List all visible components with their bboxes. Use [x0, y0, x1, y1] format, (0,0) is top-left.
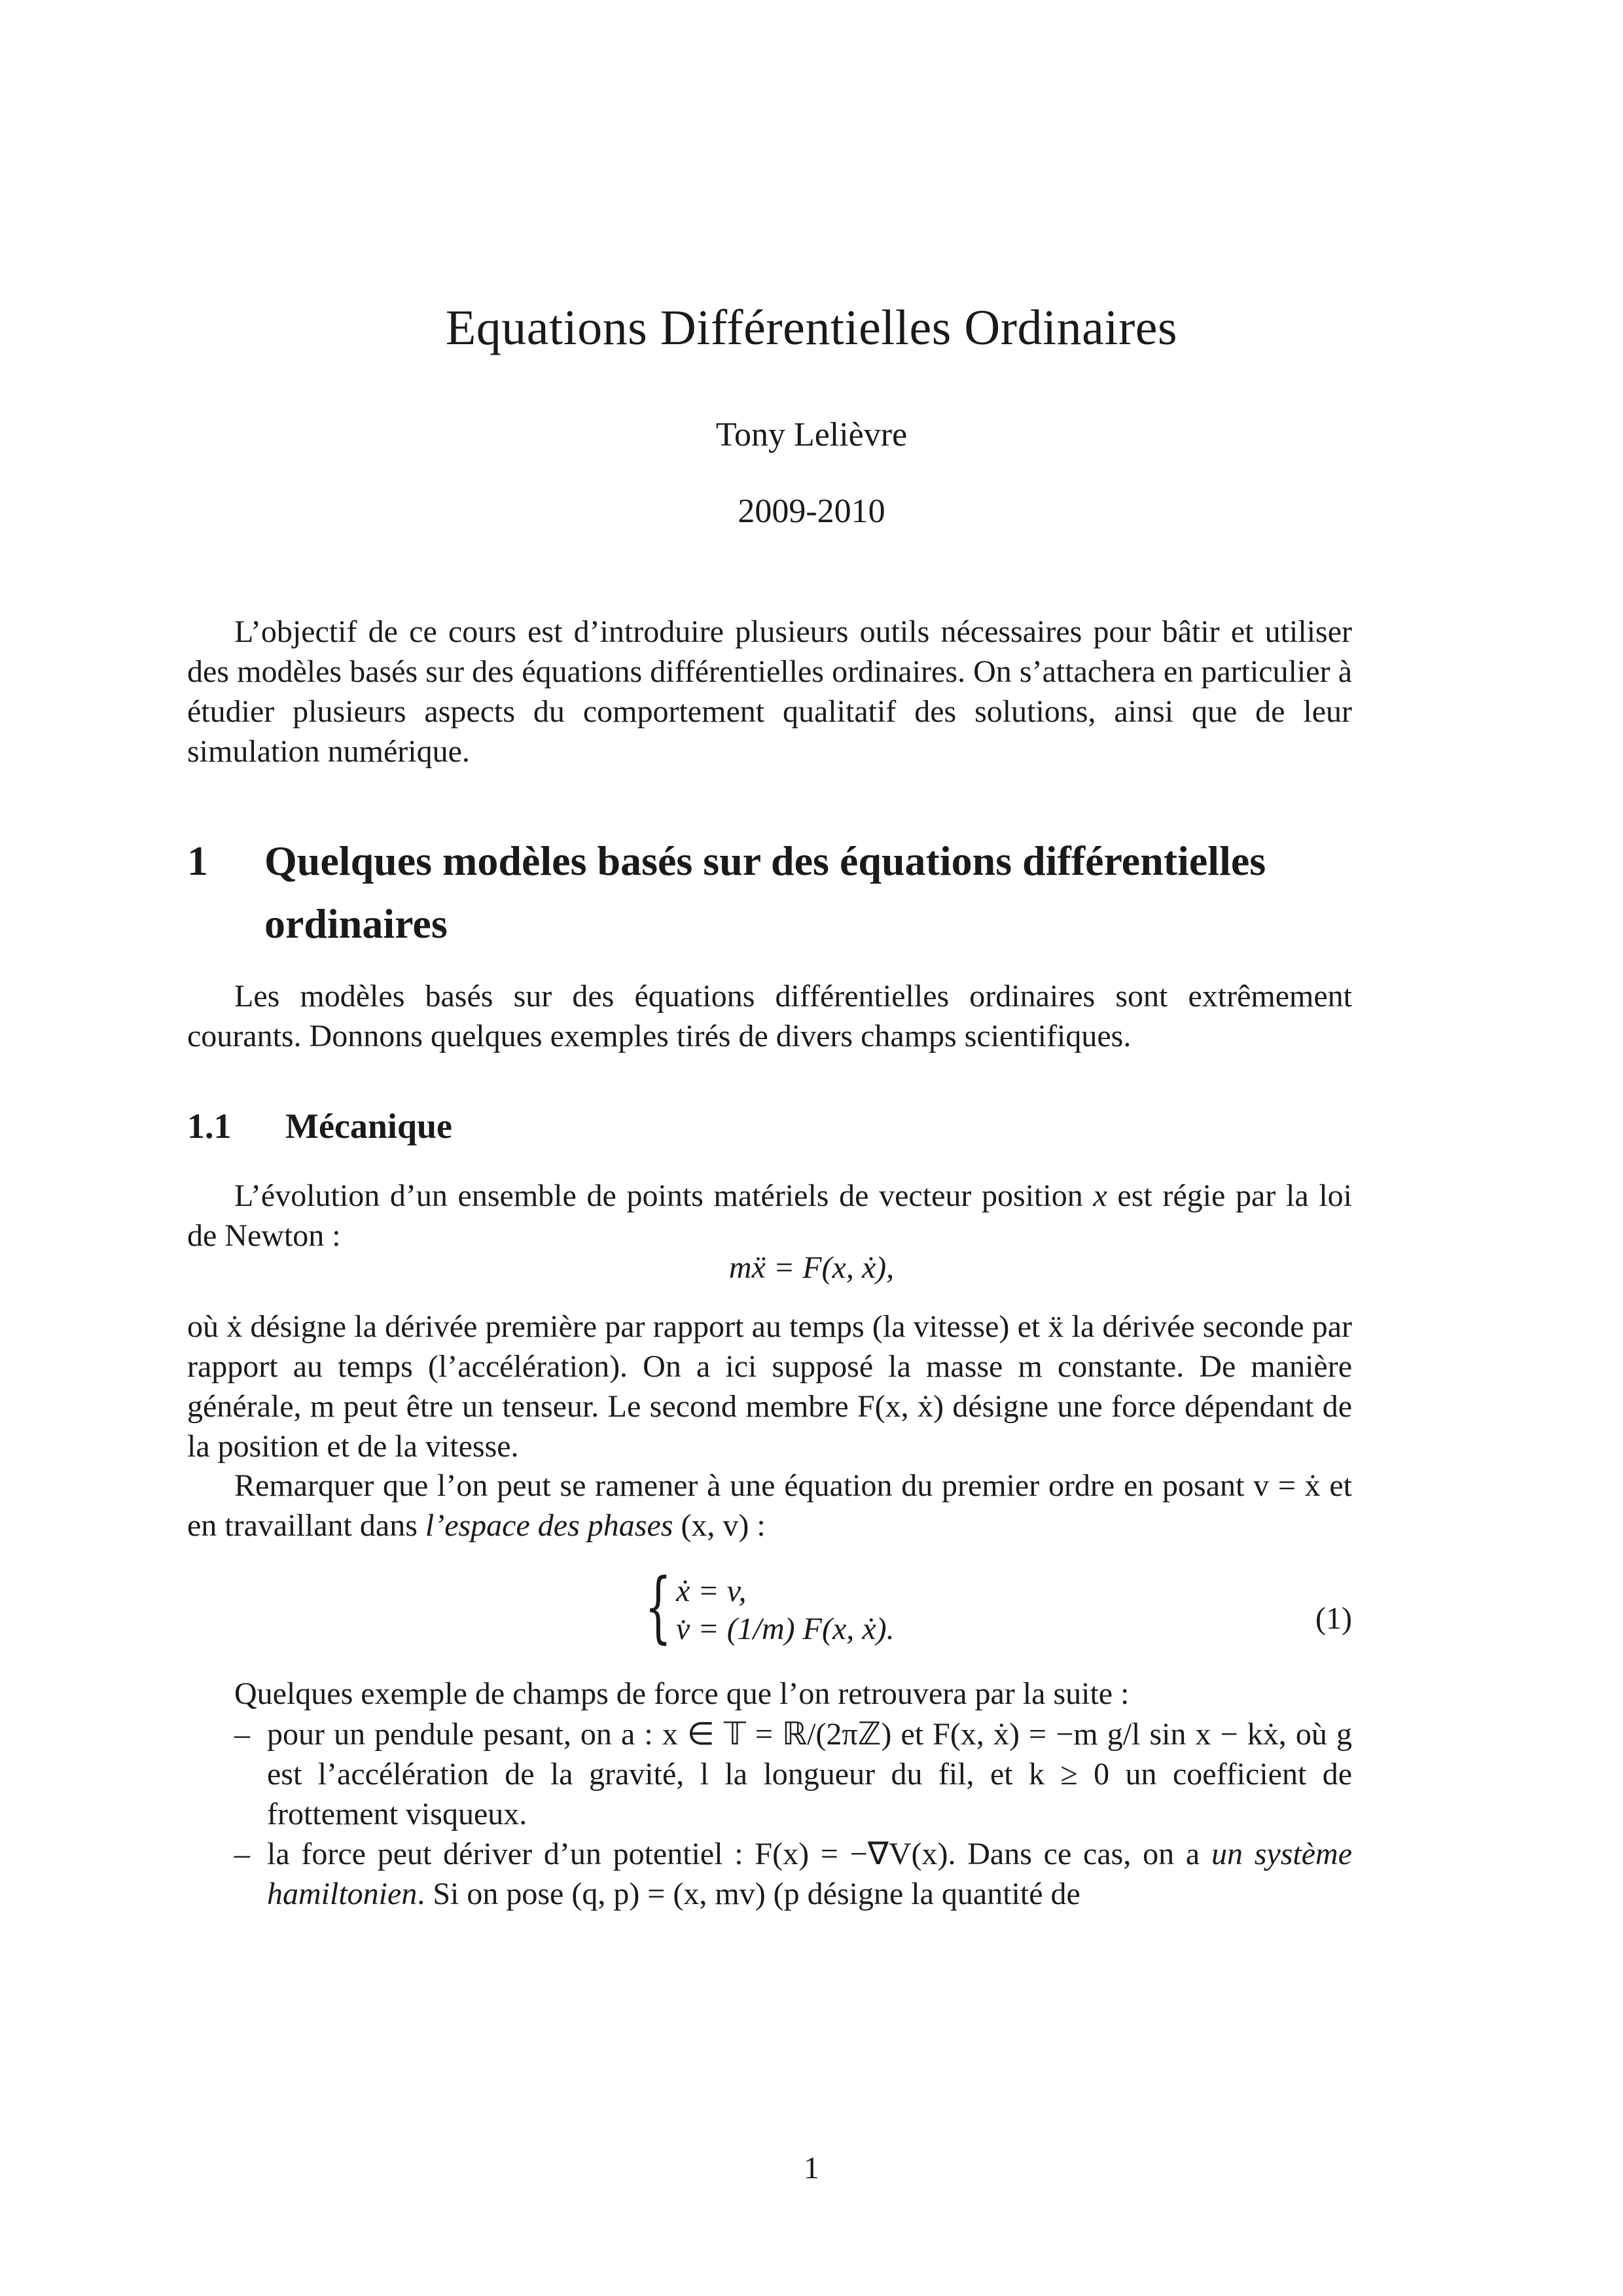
subsection-number: 1.1: [187, 1106, 232, 1146]
equation-number: (1): [1315, 1601, 1352, 1636]
derivative-explanation-paragraph: où ẋ désigne la dérivée première par rapport au temps (la vitesse) et ẍ la dérivée seconde par rapport au temps (l’accélération). On a ici supposé la masse m constante. De manière générale, m peut être un tenseur. Le second membre F(x, ẋ) désigne une force dépendant de la position et de la vitesse.: [187, 1309, 1352, 1464]
list-item-text: pour un pendule pesant, on a : x ∈ 𝕋 = ℝ/(2πℤ) et F(x, ẋ) = −m g/l sin x − kẋ, où g est l’accélération de la gravité, l la longueur du fil, et k ≥ 0 un coefficient de frottement visqueux.: [267, 1717, 1352, 1831]
document-author: Tony Lelièvre: [715, 416, 908, 453]
document-date: 2009-2010: [738, 493, 885, 530]
page-number: 1: [804, 2151, 819, 2185]
subsection-heading: [187, 1106, 452, 1146]
list-dash: –: [234, 1837, 250, 1871]
list-item: [187, 1714, 1352, 1834]
section-intro-paragraph: Les modèles basés sur des équations différentielles ordinaires sont extrêmement courants. Donnons quelques exemples tirés de divers champs scientifiques.: [187, 979, 1352, 1053]
list-item-text: la force peut dériver d’un potentiel : F(x) = −∇V(x). Dans ce cas, on a un système hamiltonien. Si on pose (q, p) = (x, mv) (p désigne la quantité de: [267, 1837, 1352, 1911]
document-title: Equations Différentielles Ordinaires: [445, 300, 1178, 355]
section-number: 1: [187, 838, 208, 884]
subsection-title: Mécanique: [285, 1106, 452, 1146]
abstract-paragraph: L’objectif de ce cours est d’introduire plusieurs outils nécessaires pour bâtir et utiliser des modèles basés sur des équations différentielles ordinaires. On s’attachera en particulier à étudier plusieurs aspects du comportement qualitatif des solutions, ainsi que de leur simulation numérique.: [187, 614, 1352, 769]
list-dash: –: [234, 1717, 250, 1752]
section-title: Quelques modèles basés sur des équations différentielles ordinaires: [264, 838, 1266, 947]
force-fields-intro: Quelques exemple de champs de force que l’on retrouvera par la suite :: [234, 1676, 1130, 1711]
list-item: [187, 1834, 1352, 1914]
system-line-2: v̇ = (1/m) F(x, ẋ).: [676, 1612, 895, 1646]
newton-equation: mẍ = F(x, ẋ),: [728, 1250, 895, 1285]
phase-space-paragraph: Remarquer que l’on peut se ramener à une équation du premier ordre en posant v = ẋ et en travaillant dans l’espace des phases (x, v) :: [187, 1468, 1352, 1543]
newton-intro-paragraph: L’évolution d’un ensemble de points matériels de vecteur position x est régie par la loi de Newton :: [187, 1178, 1353, 1253]
system-line-1: ẋ = v,: [676, 1574, 747, 1608]
phase-space-term: l’espace des phases: [425, 1508, 673, 1543]
force-fields-list: [187, 1714, 1352, 1914]
section-heading: [187, 830, 1352, 955]
position-variable: x: [1093, 1178, 1107, 1213]
left-brace-icon: {: [645, 1561, 672, 1651]
hamiltonian-system-term: un système hamiltonien: [267, 1837, 1352, 1911]
